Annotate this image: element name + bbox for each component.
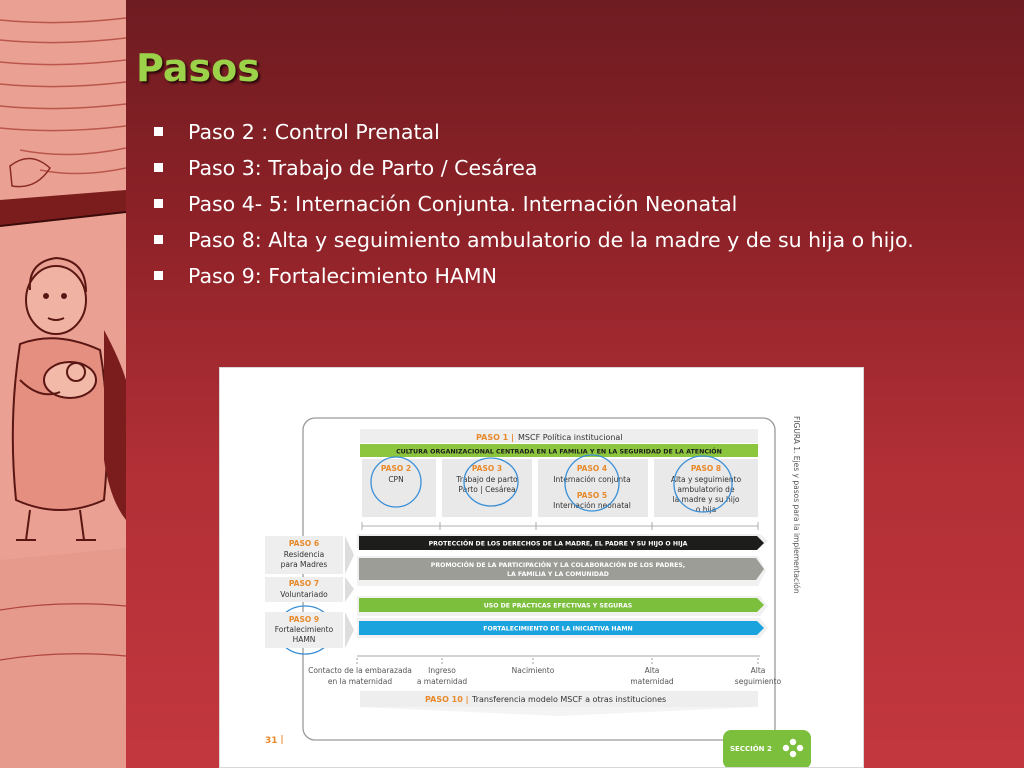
paso7-text: Voluntariado — [280, 590, 328, 599]
list-item — [150, 154, 970, 182]
timeline-label: a maternidad — [416, 677, 468, 686]
list-item — [150, 190, 970, 218]
paso2-text: CPN — [388, 475, 404, 484]
timeline-label: Alta — [644, 666, 660, 675]
band1-text: PROTECCIÓN DE LOS DERECHOS DE LA MADRE, EL PADRE Y SU HIJO O HIJA — [428, 540, 688, 548]
bullet-square-icon — [154, 199, 163, 208]
timeline-label: Ingreso — [428, 666, 456, 675]
paso6-label: PASO 6 — [288, 539, 320, 548]
bullet-text: Paso 8: Alta y seguimiento ambulatorio de la madre y de su hija o hijo. — [188, 228, 914, 252]
list-item — [150, 262, 970, 290]
timeline-label: Contacto de la embarazada — [308, 666, 412, 675]
timeline-label: en la maternidad — [327, 677, 393, 686]
band2-line2: LA FAMILIA Y LA COMUNIDAD — [507, 571, 609, 578]
paso3-line1: Trabajo de parto — [456, 475, 518, 484]
paso5-text: Internación neonatal — [553, 501, 631, 510]
paso8-line2: ambulatorio de — [677, 485, 735, 494]
paso9-line2: HAMN — [292, 635, 316, 644]
paso4-text: Internación conjunta — [553, 475, 631, 484]
timeline-label: Nacimiento — [511, 666, 555, 675]
paso3-line2: Parto | Cesárea — [458, 485, 516, 494]
page-number: 31 — [265, 736, 278, 746]
paso2-label: PASO 2 — [380, 464, 412, 473]
paso8-line4: o hija — [695, 505, 717, 514]
timeline-label: maternidad — [630, 677, 674, 686]
bullet-square-icon — [154, 235, 163, 244]
culture-banner-text: CULTURA ORGANIZACIONAL CENTRADA EN LA FAMILIA Y EN LA SEGURIDAD DE LA ATENCIÓN — [396, 448, 722, 456]
paso8-label: PASO 8 — [690, 464, 722, 473]
band2-line1: PROMOCIÓN DE LA PARTICIPACIÓN Y LA COLABORACIÓN DE LOS PADRES, — [430, 562, 686, 569]
bullet-square-icon — [154, 163, 163, 172]
paso10-text: Transferencia modelo MSCF a otras instituciones — [472, 695, 667, 704]
bullet-text: Paso 9: Fortalecimiento HAMN — [188, 264, 497, 288]
paso9-label: PASO 9 — [288, 615, 320, 624]
paso8-line1: Alta y seguimiento — [670, 475, 742, 484]
paso6-line1: Residencia — [283, 550, 325, 559]
band4-text: FORTALECIMIENTO DE LA INICIATIVA HAMN — [483, 625, 633, 633]
paso7-label: PASO 7 — [288, 579, 320, 588]
bullet-text: Paso 4- 5: Internación Conjunta. Internación Neonatal — [188, 192, 738, 216]
paso1-label: PASO 1 | — [476, 433, 514, 442]
paso9-line1: Fortalecimiento — [274, 625, 334, 634]
figure-image — [219, 367, 864, 768]
decorative-illustration — [0, 0, 126, 768]
bullet-text: Paso 3: Trabajo de Parto / Cesárea — [188, 156, 538, 180]
vertical-caption: FIGURA 1. Ejes y pasos para la implementación — [792, 416, 801, 594]
bullet-square-icon — [154, 271, 163, 280]
section-badge-text: SECCIÓN 2 — [730, 745, 772, 753]
paso10-label: PASO 10 | — [425, 695, 469, 704]
paso6-line2: para Madres — [280, 560, 328, 569]
paso3-label: PASO 3 — [471, 464, 503, 473]
bullet-list — [150, 118, 970, 298]
slide-title: Pasos — [136, 46, 260, 90]
paso8-line3: la madre y su hijo — [672, 495, 740, 504]
timeline-label: Alta — [750, 666, 766, 675]
list-item — [150, 226, 970, 254]
band3-text: USO DE PRÁCTICAS EFECTIVAS Y SEGURAS — [483, 602, 633, 610]
bullet-text: Paso 2 : Control Prenatal — [188, 120, 440, 144]
paso4-label: PASO 4 — [576, 464, 608, 473]
paso1-text: MSCF Política institucional — [518, 433, 623, 442]
timeline-label: seguimiento — [734, 677, 782, 686]
bullet-square-icon — [154, 127, 163, 136]
paso5-label: PASO 5 — [576, 491, 608, 500]
list-item — [150, 118, 970, 146]
